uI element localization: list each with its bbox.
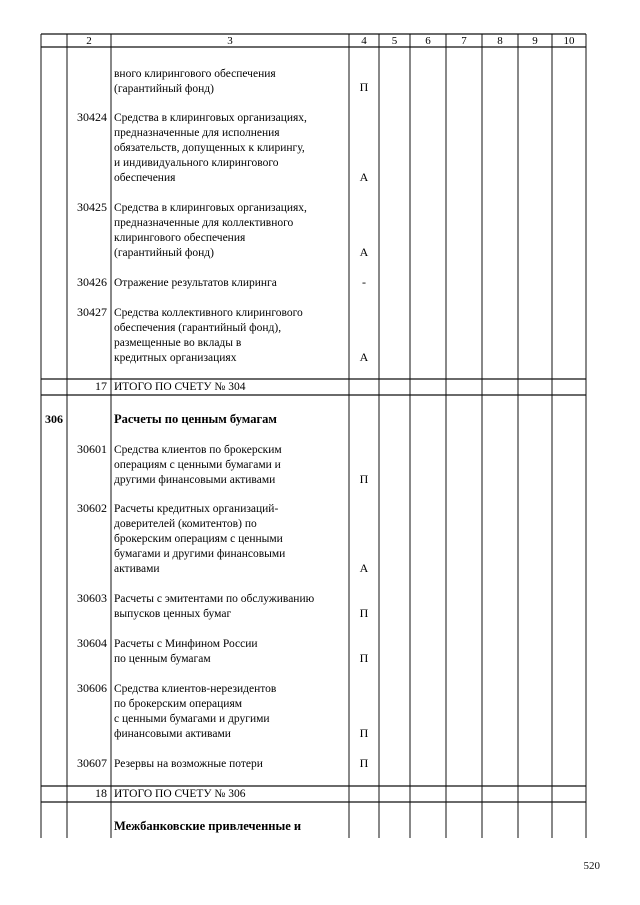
- table-row: [77, 681, 369, 740]
- description-line: (гарантийный фонд): [114, 83, 214, 95]
- description-line: с ценными бумагами и другими: [114, 713, 270, 725]
- account-number: 30424: [77, 110, 107, 124]
- description-line: другими финансовыми активами: [114, 474, 276, 486]
- table-row: [114, 68, 369, 95]
- account-number: 30427: [77, 305, 107, 319]
- description-line: бумагами и другими финансовыми: [114, 548, 286, 560]
- header-cell-2: 2: [86, 35, 92, 47]
- active-passive-marker: П: [359, 80, 369, 94]
- description-line: активами: [114, 563, 160, 575]
- header-cell-9: 9: [532, 35, 538, 47]
- description-line: обеспечения: [114, 172, 176, 184]
- total-row: [95, 786, 246, 800]
- description-line: Резервы на возможные потери: [114, 758, 263, 770]
- description-line: выпусков ценных бумаг: [114, 608, 232, 620]
- account-number: 30601: [77, 442, 107, 456]
- description-line: Средства в клиринговых организациях,: [114, 112, 307, 124]
- table-row: [77, 756, 369, 770]
- description-line: по брокерским операциям: [114, 698, 243, 710]
- account-number: 30426: [77, 275, 107, 289]
- active-passive-marker: П: [359, 472, 369, 486]
- description-line: Расчеты кредитных организаций-: [114, 503, 279, 515]
- table-row: [77, 200, 369, 259]
- description-line: Межбанковские привлеченные и: [114, 819, 302, 833]
- account-number: 30425: [77, 200, 107, 214]
- description-line: размещенные во вклады в: [114, 337, 242, 349]
- active-passive-marker: П: [359, 726, 369, 740]
- table-row: [77, 110, 369, 184]
- page-number: 520: [583, 860, 600, 872]
- header-cell-3: 3: [227, 35, 233, 47]
- account-number: 30606: [77, 681, 107, 695]
- description-line: Средства клиентов-нерезидентов: [114, 683, 277, 695]
- description-line: Расчеты с Минфином России: [114, 638, 258, 650]
- account-number: 18: [95, 786, 107, 800]
- description-line: предназначенные для исполнения: [114, 127, 280, 139]
- description-line: вного клирингового обеспечения: [114, 68, 276, 80]
- table-body: [45, 68, 369, 833]
- total-row: [95, 379, 246, 393]
- active-passive-marker: А: [359, 350, 369, 364]
- header-cell-10: 10: [563, 35, 575, 47]
- description-line: доверителей (комитентов) по: [114, 518, 257, 530]
- description-line: обязательств, допущенных к клирингу,: [114, 142, 305, 154]
- account-number: 30604: [77, 636, 107, 650]
- section-code: 306: [45, 412, 63, 426]
- table-row: [77, 442, 369, 486]
- section-row: [45, 412, 277, 426]
- header-cell-6: 6: [425, 35, 431, 47]
- description-line: Расчеты с эмитентами по обслуживанию: [114, 593, 315, 605]
- description-line: клирингового обеспечения: [114, 232, 246, 244]
- description-line: Средства в клиринговых организациях,: [114, 202, 307, 214]
- active-passive-marker: -: [362, 275, 366, 289]
- description-line: Средства клиентов по брокерским: [114, 444, 282, 456]
- account-number: 30607: [77, 756, 107, 770]
- description-line: ИТОГО ПО СЧЕТУ № 304: [114, 381, 246, 393]
- header-cell-7: 7: [461, 35, 467, 47]
- description-line: по ценным бумагам: [114, 653, 211, 665]
- description-line: Расчеты по ценным бумагам: [114, 412, 277, 426]
- description-line: ИТОГО ПО СЧЕТУ № 306: [114, 788, 246, 800]
- description-line: кредитных организациях: [114, 352, 237, 364]
- description-line: предназначенные для коллективного: [114, 217, 294, 229]
- account-number: 17: [95, 379, 107, 393]
- description-line: обеспечения (гарантийный фонд),: [114, 322, 282, 334]
- table-row: [77, 501, 369, 575]
- section-row: [114, 819, 301, 833]
- description-line: брокерским операциям с ценными: [114, 533, 283, 545]
- table-row: [77, 591, 369, 620]
- active-passive-marker: П: [359, 651, 369, 665]
- table-row: [77, 636, 369, 665]
- header-cell-5: 5: [391, 35, 398, 47]
- description-line: операциям с ценными бумагами и: [114, 459, 281, 471]
- description-line: Средства коллективного клирингового: [114, 307, 303, 319]
- description-line: финансовыми активами: [114, 728, 231, 740]
- table-row: [77, 305, 369, 364]
- active-passive-marker: А: [359, 170, 369, 184]
- active-passive-marker: А: [359, 561, 369, 575]
- description-line: и индивидуального клирингового: [114, 157, 279, 169]
- account-number: 30603: [77, 591, 107, 605]
- table-header: [86, 35, 575, 47]
- account-number: 30602: [77, 501, 107, 515]
- header-cell-8: 8: [497, 35, 503, 47]
- header-cell-4: 4: [361, 35, 367, 47]
- active-passive-marker: А: [359, 245, 369, 259]
- description-line: (гарантийный фонд): [114, 247, 214, 259]
- active-passive-marker: П: [359, 756, 369, 770]
- table-row: [77, 275, 366, 289]
- active-passive-marker: П: [359, 606, 369, 620]
- description-line: Отражение результатов клиринга: [114, 277, 277, 289]
